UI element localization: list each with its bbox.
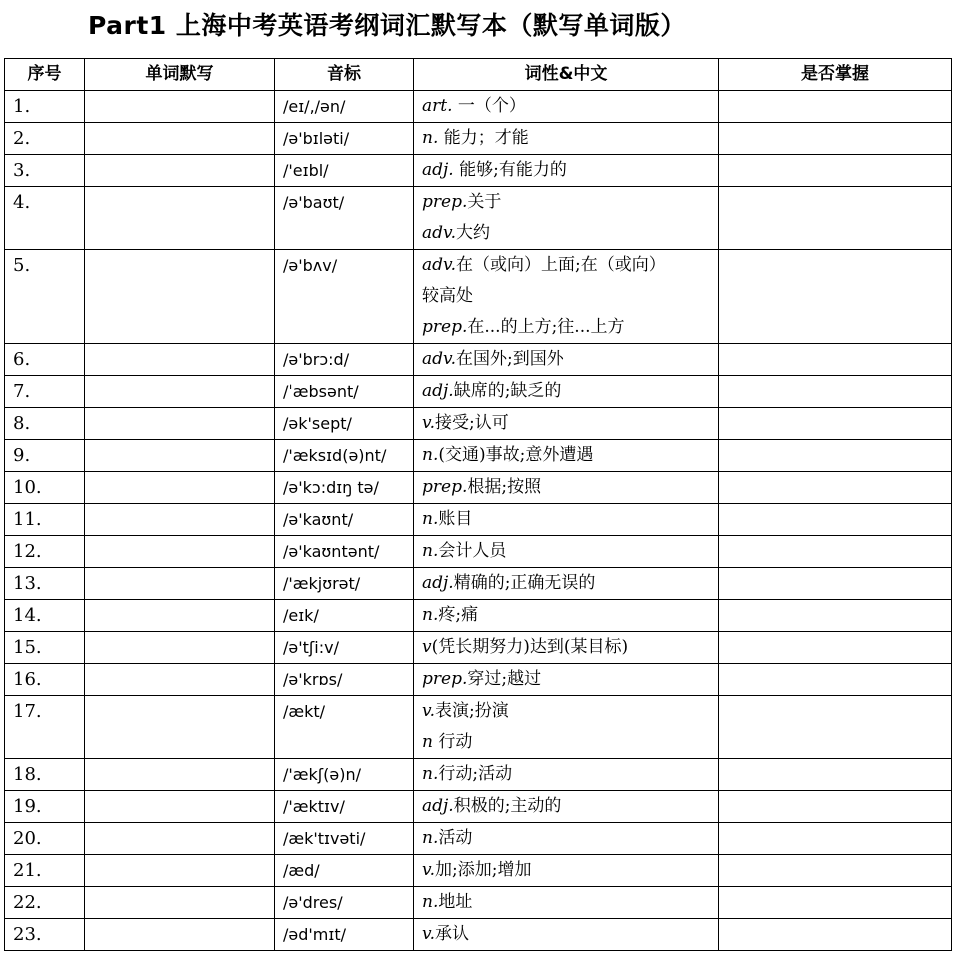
header-pos-meaning: 词性&中文 [414,59,719,91]
table-row [5,123,952,155]
meaning-line [422,312,718,343]
table-header-row [5,59,952,91]
header-word-dictation: 单词默写 [85,59,275,91]
row-index: 15. [5,632,85,664]
row-index: 21. [5,855,85,887]
chinese-meaning: 积极的;主动的 [453,796,562,816]
phonetic-cell: /ə'dres/ [275,887,414,919]
phonetic-cell: /ə'kɔ:dɪŋ tə/ [275,472,414,504]
part-of-speech: adj. [422,160,454,180]
phonetic-cell: /'æksɪd(ə)nt/ [275,440,414,472]
chinese-meaning: 精确的;正确无误的 [453,573,596,593]
mastered-cell[interactable] [719,504,952,536]
chinese-meaning: 能力；才能 [438,128,529,148]
table-row [5,791,952,823]
row-index: 14. [5,600,85,632]
meaning-line [422,887,718,918]
row-index: 7. [5,376,85,408]
row-index: 9. [5,440,85,472]
table-row [5,632,952,664]
chinese-meaning: 活动 [438,828,473,848]
meaning-cell [414,155,719,187]
table-row [5,887,952,919]
row-index: 1. [5,91,85,123]
chinese-meaning: 关于 [467,192,502,212]
mastered-cell[interactable] [719,376,952,408]
meaning-cell [414,855,719,887]
part-of-speech: adv. [422,223,457,243]
meaning-line [422,664,718,695]
word-dictation-cell[interactable] [85,791,275,823]
phonetic-cell: /ə'bʌv/ [275,250,414,344]
phonetic-cell: /ə'krɒs/ [275,664,414,696]
chinese-meaning: 加;添加;增加 [435,860,532,880]
meaning-line [422,187,718,218]
mastered-cell[interactable] [719,823,952,855]
phonetic-cell: /ə'kaʊntənt/ [275,536,414,568]
meaning-cell [414,791,719,823]
word-dictation-cell[interactable] [85,440,275,472]
row-index: 17. [5,696,85,759]
part-of-speech: n. [422,605,439,625]
mastered-cell[interactable] [719,664,952,696]
part-of-speech: n. [422,764,439,784]
phonetic-cell: /'ækjʊrət/ [275,568,414,600]
part-of-speech: n. [422,892,439,912]
meaning-cell [414,250,719,344]
table-row [5,536,952,568]
mastered-cell[interactable] [719,791,952,823]
chinese-meaning: 穿过;越过 [467,669,542,689]
word-dictation-cell[interactable] [85,408,275,440]
row-index: 13. [5,568,85,600]
table-row [5,600,952,632]
mastered-cell[interactable] [719,187,952,250]
chinese-meaning: 承认 [435,924,469,944]
meaning-cell [414,600,719,632]
table-row [5,855,952,887]
row-index: 10. [5,472,85,504]
meaning-line [422,600,718,631]
mastered-cell[interactable] [719,696,952,759]
part-of-speech: n. [422,541,439,561]
mastered-cell[interactable] [719,759,952,791]
meaning-line [422,218,718,249]
row-index: 20. [5,823,85,855]
table-row [5,440,952,472]
table-row [5,408,952,440]
word-dictation-cell[interactable] [85,855,275,887]
phonetic-cell: /æd/ [275,855,414,887]
meaning-line [422,440,718,471]
chinese-meaning: 账目 [438,509,473,529]
part-of-speech: prep. [422,669,468,689]
meaning-cell [414,504,719,536]
chinese-meaning: 大约 [456,223,491,243]
table-row [5,919,952,951]
word-dictation-cell[interactable] [85,568,275,600]
table-row [5,568,952,600]
meaning-line [422,759,718,790]
word-dictation-cell[interactable] [85,664,275,696]
word-dictation-cell[interactable] [85,759,275,791]
table-row [5,504,952,536]
part-of-speech: n. [422,828,439,848]
meaning-cell [414,536,719,568]
meaning-line [422,632,718,663]
word-dictation-cell[interactable] [85,919,275,951]
mastered-cell[interactable] [719,536,952,568]
chinese-meaning: 一（个） [452,96,526,116]
chinese-meaning: (交通)事故;意外遭遇 [438,445,594,465]
chinese-meaning: 在（或向）上面;在（或向） [456,255,666,275]
row-index: 5. [5,250,85,344]
row-index: 12. [5,536,85,568]
meaning-cell [414,440,719,472]
table-row [5,823,952,855]
meaning-line [422,472,718,503]
part-of-speech: v. [422,860,435,880]
row-index: 6. [5,344,85,376]
word-dictation-cell[interactable] [85,536,275,568]
table-row [5,187,952,250]
meaning-cell [414,919,719,951]
chinese-meaning: 表演;扮演 [435,701,509,721]
meaning-cell [414,472,719,504]
meaning-cell [414,123,719,155]
mastered-cell[interactable] [719,250,952,344]
table-row [5,344,952,376]
part-of-speech: v [422,637,432,657]
table-row [5,696,952,759]
mastered-cell[interactable] [719,440,952,472]
phonetic-cell: /eɪ/,/ən/ [275,91,414,123]
header-index: 序号 [5,59,85,91]
chinese-meaning: 较高处 [422,286,473,306]
part-of-speech: art. [422,96,453,116]
phonetic-cell: /əd'mɪt/ [275,919,414,951]
phonetic-cell: /'eɪbl/ [275,155,414,187]
part-of-speech: adj. [422,381,454,401]
header-mastered: 是否掌握 [719,59,952,91]
meaning-cell [414,664,719,696]
meaning-cell [414,344,719,376]
table-row [5,155,952,187]
meaning-line [422,696,718,727]
word-dictation-cell[interactable] [85,696,275,759]
part-of-speech: adv. [422,255,457,275]
chinese-meaning: 行动;活动 [438,764,513,784]
meaning-line [422,855,718,886]
meaning-cell [414,91,719,123]
mastered-cell[interactable] [719,472,952,504]
row-index: 16. [5,664,85,696]
phonetic-cell: /ækt/ [275,696,414,759]
mastered-cell[interactable] [719,91,952,123]
vocabulary-table [4,58,952,951]
table-row [5,472,952,504]
part-of-speech: prep. [422,317,468,337]
meaning-cell [414,887,719,919]
meaning-line [422,250,718,281]
word-dictation-cell[interactable] [85,472,275,504]
chinese-meaning: 行动 [432,732,473,752]
word-dictation-cell[interactable] [85,504,275,536]
row-index: 4. [5,187,85,250]
phonetic-cell: /ə'kaʊnt/ [275,504,414,536]
meaning-cell [414,376,719,408]
meaning-cell [414,632,719,664]
document-title: Part1 上海中考英语考纲词汇默写本（默写单词版） [88,11,686,40]
meaning-line [422,344,718,375]
part-of-speech: n [422,732,433,752]
row-index: 3. [5,155,85,187]
mastered-cell[interactable] [719,123,952,155]
meaning-line [422,823,718,854]
word-dictation-cell[interactable] [85,123,275,155]
phonetic-cell: /ə'baʊt/ [275,187,414,250]
part-of-speech: n. [422,128,439,148]
part-of-speech: prep. [422,477,468,497]
part-of-speech: prep. [422,192,468,212]
header-phonetic: 音标 [275,59,414,91]
part-of-speech: v. [422,701,435,721]
meaning-cell [414,408,719,440]
word-dictation-cell[interactable] [85,187,275,250]
mastered-cell[interactable] [719,919,952,951]
part-of-speech: adj. [422,573,454,593]
chinese-meaning: 能够;有能力的 [453,160,567,180]
row-index: 8. [5,408,85,440]
row-index: 11. [5,504,85,536]
phonetic-cell: /ə'tʃi:v/ [275,632,414,664]
mastered-cell[interactable] [719,887,952,919]
phonetic-cell: /'ækʃ(ə)n/ [275,759,414,791]
row-index: 23. [5,919,85,951]
meaning-line [422,155,718,186]
phonetic-cell: /ˈæbsənt/ [275,376,414,408]
row-index: 19. [5,791,85,823]
part-of-speech: v. [422,413,435,433]
word-dictation-cell[interactable] [85,632,275,664]
phonetic-cell: /æk'tɪvəti/ [275,823,414,855]
mastered-cell[interactable] [719,155,952,187]
meaning-line [422,919,718,950]
chinese-meaning: 在...的上方;往...上方 [467,317,625,337]
meaning-cell [414,696,719,759]
meaning-line [422,536,718,567]
chinese-meaning: 会计人员 [438,541,507,561]
word-dictation-cell[interactable] [85,344,275,376]
meaning-cell [414,759,719,791]
chinese-meaning: (凭长期努力)达到(某目标) [431,637,629,657]
table-row [5,91,952,123]
chinese-meaning: 缺席的;缺乏的 [453,381,562,401]
word-dictation-cell[interactable] [85,887,275,919]
meaning-line [422,376,718,407]
meaning-cell [414,568,719,600]
mastered-cell[interactable] [719,600,952,632]
meaning-line [422,91,718,122]
mastered-cell[interactable] [719,568,952,600]
chinese-meaning: 根据;按照 [467,477,542,497]
part-of-speech: v. [422,924,435,944]
chinese-meaning: 在国外;到国外 [456,349,564,369]
word-dictation-cell[interactable] [85,250,275,344]
meaning-line [422,727,718,758]
chinese-meaning: 地址 [438,892,473,912]
table-row [5,250,952,344]
meaning-cell [414,187,719,250]
part-of-speech: adj. [422,796,454,816]
meaning-line [422,568,718,599]
meaning-cell [414,823,719,855]
row-index: 22. [5,887,85,919]
phonetic-cell: /ə'brɔ:d/ [275,344,414,376]
part-of-speech: adv. [422,349,457,369]
phonetic-cell: /eɪk/ [275,600,414,632]
phonetic-cell: /'æktɪv/ [275,791,414,823]
table-row [5,664,952,696]
word-dictation-cell[interactable] [85,600,275,632]
table-row [5,376,952,408]
mastered-cell[interactable] [719,344,952,376]
row-index: 18. [5,759,85,791]
word-dictation-cell[interactable] [85,91,275,123]
chinese-meaning: 疼;痛 [438,605,479,625]
meaning-line [422,408,718,439]
mastered-cell[interactable] [719,855,952,887]
meaning-line [422,504,718,535]
row-index: 2. [5,123,85,155]
word-dictation-cell[interactable] [85,823,275,855]
phonetic-cell: /ək'sept/ [275,408,414,440]
chinese-meaning: 接受;认可 [435,413,509,433]
mastered-cell[interactable] [719,632,952,664]
meaning-line [422,123,718,154]
part-of-speech: n. [422,509,439,529]
word-dictation-cell[interactable] [85,376,275,408]
mastered-cell[interactable] [719,408,952,440]
word-dictation-cell[interactable] [85,155,275,187]
meaning-line [422,281,718,312]
table-row [5,759,952,791]
phonetic-cell: /ə'bɪləti/ [275,123,414,155]
meaning-line [422,791,718,822]
part-of-speech: n. [422,445,439,465]
